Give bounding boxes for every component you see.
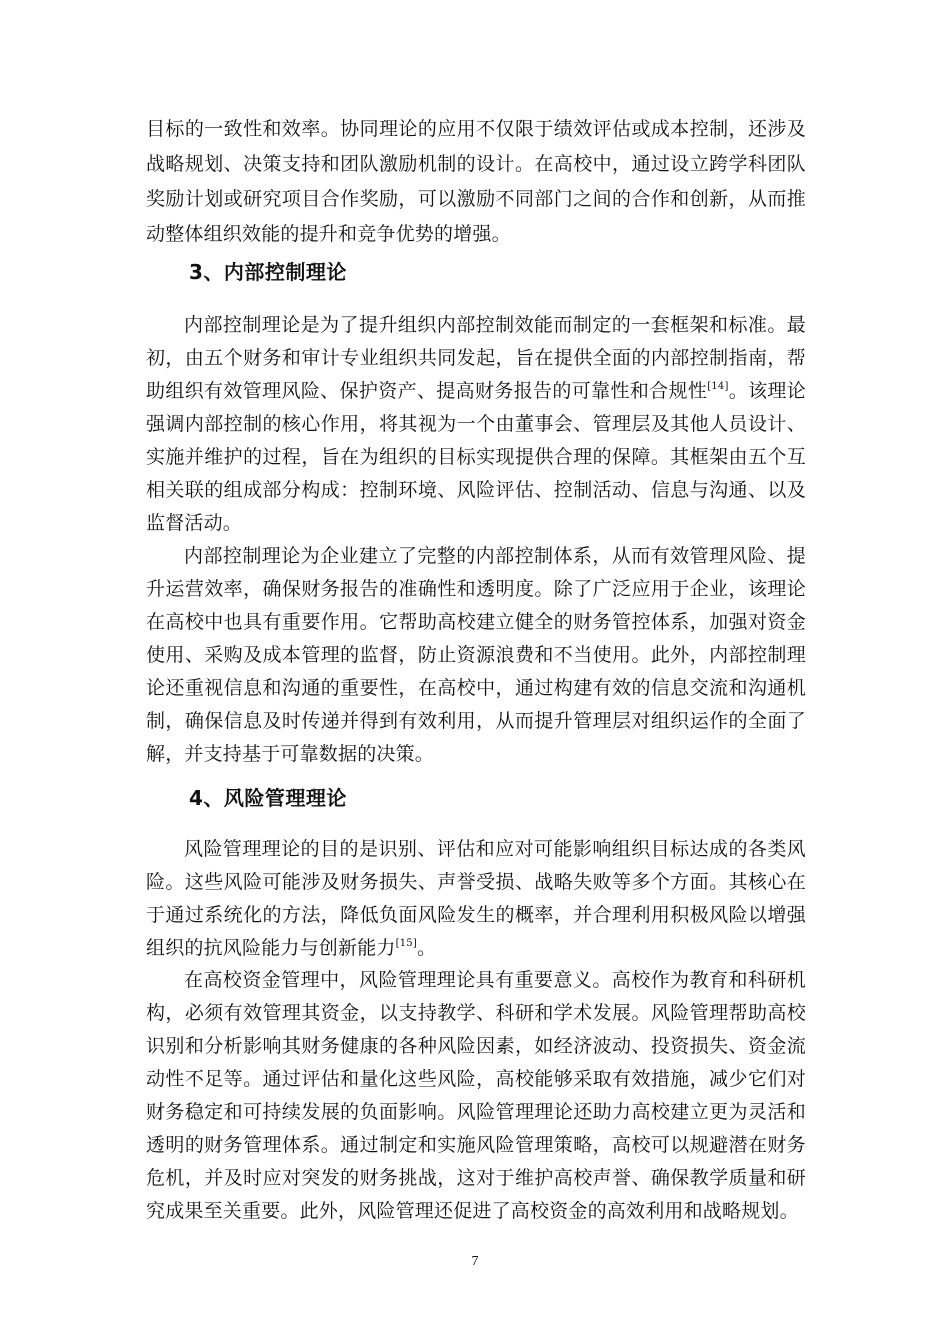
body-text-line: 使用、采购及成本管理的监督，防止资源浪费和不当使用。此外，内部控制理 [146, 644, 806, 666]
body-text-line: 财务稳定和可持续发展的负面影响。风险管理理论还助力高校建立更为灵活和 [146, 1101, 806, 1123]
body-text-line: 在高校资金管理中，风险管理理论具有重要意义。高校作为教育和科研机 [184, 969, 806, 991]
body-text-line: 内部控制理论为企业建立了完整的内部控制体系，从而有效管理风险、提 [184, 545, 806, 567]
body-text-line: 初，由五个财务和审计专业组织共同发起，旨在提供全面的内部控制指南，帮 [146, 347, 806, 369]
body-text-line: 制，确保信息及时传递并得到有效利用，从而提升管理层对组织运作的全面了 [146, 710, 806, 732]
body-text-line: 内部控制理论是为了提升组织内部控制效能而制定的一套框架和标准。最 [184, 314, 806, 336]
body-text-line: 危机，并及时应对突发的财务挑战，这对于维护高校声誉、确保教学质量和研 [146, 1167, 806, 1189]
body-text-line: 构，必须有效管理其资金，以支持教学、科研和学术发展。风险管理帮助高校 [146, 1002, 806, 1024]
section-heading-4: 4、风险管理理论 [189, 786, 347, 810]
body-text-line: 动性不足等。通过评估和量化这些风险，高校能够采取有效措施，减少它们对 [146, 1068, 806, 1090]
body-text-line: 升运营效率，确保财务报告的准确性和透明度。除了广泛应用于企业，该理论 [146, 578, 806, 600]
body-text-line: 在高校中也具有重要作用。它帮助高校建立健全的财务管控体系，加强对资金 [146, 611, 806, 633]
body-text-line-with-citation [146, 379, 806, 403]
body-text-line: 识别和分析影响其财务健康的各种风险因素，如经济波动、投资损失、资金流 [146, 1035, 806, 1057]
body-text-line: 究成果至关重要。此外，风险管理还促进了高校资金的高效利用和战略规划。 [146, 1200, 799, 1222]
body-text-segment: 助组织有效管理风险、保护资产、提高财务报告的可靠性和合规性 [146, 380, 708, 402]
body-text-line: 论还重视信息和沟通的重要性，在高校中，通过构建有效的信息交流和沟通机 [146, 677, 806, 699]
body-text-segment: 。该理论 [728, 380, 806, 402]
body-text-line: 险。这些风险可能涉及财务损失、声誉受损、战略失败等多个方面。其核心在 [146, 871, 806, 893]
citation-ref: [14] [707, 381, 729, 392]
body-text-line-with-citation [146, 936, 806, 960]
citation-ref: [15] [395, 938, 417, 949]
section-heading-3: 3、内部控制理论 [189, 260, 347, 284]
body-text-segment: 。 [416, 937, 437, 959]
body-text-line: 透明的财务管理体系。通过制定和实施风险管理策略，高校可以规避潜在财务 [146, 1134, 806, 1156]
page-number: 7 [471, 1254, 479, 1269]
body-text-line: 实施并维护的过程，旨在为组织的目标实现提供合理的保障。其框架由五个互 [146, 446, 806, 468]
body-text-line: 动整体组织效能的提升和竞争优势的增强。 [146, 223, 511, 245]
body-text-line: 解，并支持基于可靠数据的决策。 [146, 743, 435, 765]
body-text-line: 强调内部控制的核心作用，将其视为一个由董事会、管理层及其他人员设计、 [146, 413, 806, 435]
body-text-line: 监督活动。 [146, 512, 243, 534]
body-text-line: 奖励计划或研究项目合作奖励，可以激励不同部门之间的合作和创新，从而推 [146, 188, 806, 210]
body-text-line: 战略规划、决策支持和团队激励机制的设计。在高校中，通过设立跨学科团队 [146, 153, 806, 175]
body-text-line: 于通过系统化的方法，降低负面风险发生的概率，并合理利用积极风险以增强 [146, 904, 806, 926]
body-text-line: 相关联的组成部分构成：控制环境、风险评估、控制活动、信息与沟通、以及 [146, 479, 806, 501]
body-text-segment: 组织的抗风险能力与创新能力 [146, 937, 396, 959]
body-text-line: 目标的一致性和效率。协同理论的应用不仅限于绩效评估或成本控制，还涉及 [146, 118, 806, 140]
body-text-line: 风险管理理论的目的是识别、评估和应对可能影响组织目标达成的各类风 [184, 838, 806, 860]
